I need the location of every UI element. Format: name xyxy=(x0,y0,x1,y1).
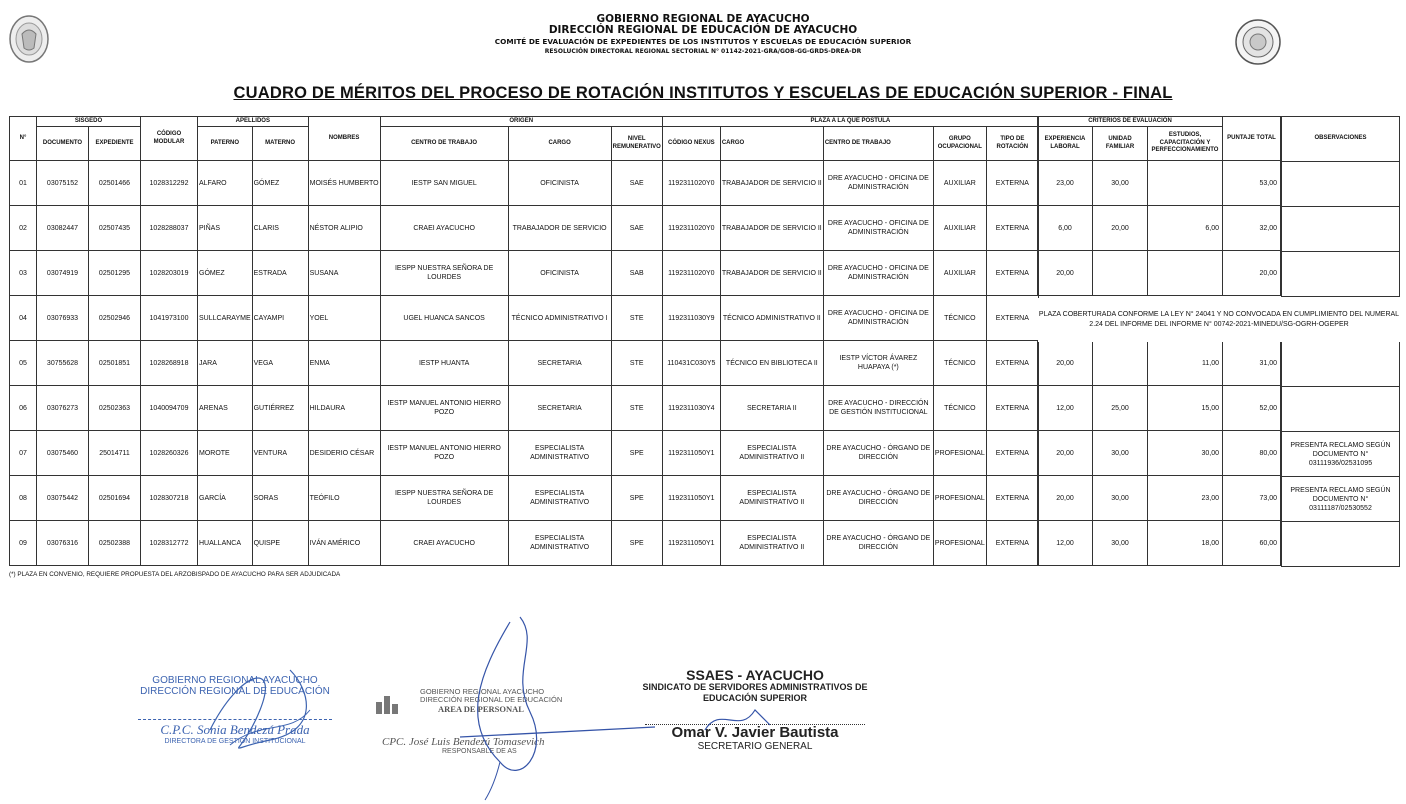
cell-cargo: SECRETARIA xyxy=(508,341,611,386)
cell-plaza-cargo: TRABAJADOR DE SERVICIO II xyxy=(720,206,823,251)
cell-unidad: 30,00 xyxy=(1093,521,1148,566)
table-row xyxy=(10,521,1039,566)
col-plaza-cargo: CARGO xyxy=(720,127,823,161)
cell-plaza-centro: DRE AYACUCHO - OFICINA DE ADMINISTRACIÓN xyxy=(823,296,933,341)
cell-unidad: 30,00 xyxy=(1093,476,1148,521)
col-plaza-centro: CENTRO DE TRABAJO xyxy=(823,127,933,161)
cell-plaza-centro: DRE AYACUCHO - OFICINA DE ADMINISTRACIÓN xyxy=(823,161,933,206)
cell-obs: PRESENTA RECLAMO SEGÚN DOCUMENTO N° 03111936/02531095 xyxy=(1282,432,1400,477)
col-observaciones: OBSERVACIONES xyxy=(1282,117,1400,162)
cell-paterno: SULLCARAYME xyxy=(198,296,253,341)
cell-paterno: GARCÍA xyxy=(198,476,253,521)
cell-centro: IESTP MANUEL ANTONIO HIERRO POZO xyxy=(380,386,508,431)
cell-experiencia: 12,00 xyxy=(1038,386,1093,431)
footnote: (*) PLAZA EN CONVENIO, REQUIERE PROPUESTA DEL ARZOBISPADO DE AYACUCHO PARA SER ADJUDICADA xyxy=(9,571,341,578)
cell-nexus: 1192311050Y1 xyxy=(662,431,720,476)
col-estudios: ESTUDIOS, CAPACITACIÓN Y PERFECCIONAMIENTO xyxy=(1148,127,1223,161)
cell-plaza-cargo: ESPECIALISTA ADMINISTRATIVO II xyxy=(720,476,823,521)
cell-expediente: 02501694 xyxy=(89,476,141,521)
cell-centro: CRAEI AYACUCHO xyxy=(380,521,508,566)
cell-estudios: 18,00 xyxy=(1148,521,1223,566)
cell-materno: GUTIÉRREZ xyxy=(252,386,308,431)
table-row xyxy=(10,386,1039,431)
col-origen: ORIGEN xyxy=(380,117,662,127)
col-cargo: CARGO xyxy=(508,127,611,161)
cell-experiencia: 20,00 xyxy=(1038,341,1093,386)
cell-grupo: AUXILIAR xyxy=(933,161,986,206)
table-row xyxy=(10,296,1039,341)
cell-centro: IESTP SAN MIGUEL xyxy=(380,161,508,206)
cell-tipo: EXTERNA xyxy=(986,521,1038,566)
cell-nivel: STE xyxy=(611,386,662,431)
cell-documento: 03076933 xyxy=(37,296,89,341)
cell-documento: 03076316 xyxy=(37,521,89,566)
cell-nexus: 1192311020Y0 xyxy=(662,251,720,296)
sig2-name: CPC. José Luis Bendezú Tomasevich xyxy=(382,736,545,748)
cell-materno: CAYAMPI xyxy=(252,296,308,341)
cell-estudios xyxy=(1148,161,1223,206)
cell-experiencia: 23,00 xyxy=(1038,161,1093,206)
page-title: CUADRO DE MÉRITOS DEL PROCESO DE ROTACIÓN INSTITUTOS Y ESCUELAS DE EDUCACIÓN SUPERIOR - FINAL xyxy=(233,84,1173,102)
cell-nexus: 1192311050Y1 xyxy=(662,476,720,521)
sig3-name: Omar V. Javier Bautista xyxy=(671,724,839,741)
cell-materno: VENTURA xyxy=(252,431,308,476)
cell-nombres: IVÁN AMÉRICO xyxy=(308,521,380,566)
cell-expediente: 02502388 xyxy=(89,521,141,566)
cell-centro: IESPP NUESTRA SEÑORA DE LOURDES xyxy=(380,476,508,521)
col-nombres: NOMBRES xyxy=(308,117,380,161)
cell-paterno: ALFARO xyxy=(198,161,253,206)
cell-expediente: 02507435 xyxy=(89,206,141,251)
observation-row xyxy=(1282,162,1400,207)
cell-cargo: TÉCNICO ADMINISTRATIVO I xyxy=(508,296,611,341)
sig2-line-2: DIRECCIÓN REGIONAL DE EDUCACIÓN xyxy=(420,695,563,704)
observation-row xyxy=(1282,432,1400,477)
cell-centro: CRAEI AYACUCHO xyxy=(380,206,508,251)
cell-documento: 03075442 xyxy=(37,476,89,521)
cell-grupo: TÉCNICO xyxy=(933,296,986,341)
cell-estudios: 23,00 xyxy=(1148,476,1223,521)
cell-cargo: SECRETARIA xyxy=(508,386,611,431)
cell-grupo: PROFESIONAL xyxy=(933,476,986,521)
cell-codigo: 1041973100 xyxy=(141,296,198,341)
observation-row xyxy=(1282,387,1400,432)
cell-num: 06 xyxy=(10,386,37,431)
cell-plaza-cargo: TÉCNICO EN BIBLIOTECA II xyxy=(720,341,823,386)
col-num: N° xyxy=(10,117,37,161)
cell-tipo: EXTERNA xyxy=(986,476,1038,521)
cell-nivel: SPE xyxy=(611,431,662,476)
sig3-line-1: SSAES - AYACUCHO xyxy=(686,667,824,683)
cell-plaza-centro: DRE AYACUCHO - DIRECCIÓN DE GESTIÓN INSTITUCIONAL xyxy=(823,386,933,431)
cell-cargo: OFICINISTA xyxy=(508,251,611,296)
cell-paterno: PIÑAS xyxy=(198,206,253,251)
cell-num: 05 xyxy=(10,341,37,386)
cell-nivel: SPE xyxy=(611,476,662,521)
cell-plaza-cargo: ESPECIALISTA ADMINISTRATIVO II xyxy=(720,521,823,566)
cell-grupo: AUXILIAR xyxy=(933,206,986,251)
cell-unidad xyxy=(1093,341,1148,386)
sig2-role: RESPONSABLE DE AS xyxy=(442,748,517,755)
cell-obs xyxy=(1282,162,1400,207)
cell-plaza-cargo: TRABAJADOR DE SERVICIO II xyxy=(720,251,823,296)
table-row xyxy=(10,251,1039,296)
cell-tipo: EXTERNA xyxy=(986,296,1038,341)
area-personal-logo-icon xyxy=(372,690,420,716)
cell-experiencia: 20,00 xyxy=(1038,431,1093,476)
cell-plaza-cargo: TÉCNICO ADMINISTRATIVO II xyxy=(720,296,823,341)
document-header xyxy=(0,14,1406,57)
cell-plaza-cargo: TRABAJADOR DE SERVICIO II xyxy=(720,161,823,206)
col-codigo-modular: CÓDIGO MODULAR xyxy=(141,117,198,161)
cell-obs xyxy=(1282,207,1400,252)
cell-obs xyxy=(1282,342,1400,387)
cell-expediente: 02502363 xyxy=(89,386,141,431)
cell-cargo: ESPECIALISTA ADMINISTRATIVO xyxy=(508,476,611,521)
observation-row xyxy=(1282,207,1400,252)
cell-materno: VEGA xyxy=(252,341,308,386)
table-row xyxy=(10,341,1039,386)
cell-nexus: 1192311020Y0 xyxy=(662,161,720,206)
cell-materno: ESTRADA xyxy=(252,251,308,296)
sig2-line-3: AREA DE PERSONAL xyxy=(438,704,524,714)
cell-nombres: ENMA xyxy=(308,341,380,386)
cell-total: 32,00 xyxy=(1223,206,1281,251)
cell-codigo: 1028203019 xyxy=(141,251,198,296)
sig3-line-3: EDUCACIÓN SUPERIOR xyxy=(702,693,807,703)
table-row xyxy=(10,206,1039,251)
observation-row xyxy=(1282,252,1400,297)
cell-centro: UGEL HUANCA SANCOS xyxy=(380,296,508,341)
cell-obs: PRESENTA RECLAMO SEGÚN DOCUMENTO N° 03111187/02530552 xyxy=(1282,477,1400,522)
cell-tipo: EXTERNA xyxy=(986,251,1038,296)
cell-num: 03 xyxy=(10,251,37,296)
cell-tipo: EXTERNA xyxy=(986,431,1038,476)
cell-total: 60,00 xyxy=(1223,521,1281,566)
cell-nexus: 110431C030Y5 xyxy=(662,341,720,386)
cell-total: 20,00 xyxy=(1223,251,1281,296)
cell-centro: IESPP NUESTRA SEÑORA DE LOURDES xyxy=(380,251,508,296)
cell-estudios xyxy=(1148,251,1223,296)
col-nivel: NIVEL REMUNERATIVO xyxy=(611,127,662,161)
cell-num: 09 xyxy=(10,521,37,566)
col-expediente: EXPEDIENTE xyxy=(89,127,141,161)
sig1-line-2: DIRECCIÓN REGIONAL DE EDUCACIÓN xyxy=(140,686,330,697)
cell-codigo: 1028268918 xyxy=(141,341,198,386)
criteria-row xyxy=(1038,431,1281,476)
cell-tipo: EXTERNA xyxy=(986,341,1038,386)
cell-total: 53,00 xyxy=(1223,161,1281,206)
col-puntaje: PUNTAJE TOTAL xyxy=(1223,117,1281,161)
cell-codigo: 1028260326 xyxy=(141,431,198,476)
col-materno: MATERNO xyxy=(252,127,308,161)
cell-cargo: ESPECIALISTA ADMINISTRATIVO xyxy=(508,431,611,476)
cell-num: 08 xyxy=(10,476,37,521)
criteria-row xyxy=(1038,476,1281,521)
cell-experiencia: 12,00 xyxy=(1038,521,1093,566)
cell-cargo: ESPECIALISTA ADMINISTRATIVO xyxy=(508,521,611,566)
cell-obs xyxy=(1282,387,1400,432)
cell-plaza-centro: DRE AYACUCHO - ÓRGANO DE DIRECCIÓN xyxy=(823,431,933,476)
cell-unidad xyxy=(1093,251,1148,296)
cell-total: 80,00 xyxy=(1223,431,1281,476)
cell-documento: 03075152 xyxy=(37,161,89,206)
cell-paterno: MOROTE xyxy=(198,431,253,476)
cell-codigo: 1028288037 xyxy=(141,206,198,251)
cell-grupo: TÉCNICO xyxy=(933,341,986,386)
table-row xyxy=(10,431,1039,476)
cell-nombres: YOEL xyxy=(308,296,380,341)
cell-plaza-cargo: ESPECIALISTA ADMINISTRATIVO II xyxy=(720,431,823,476)
cell-nivel: SPE xyxy=(611,521,662,566)
merit-table xyxy=(9,116,1039,566)
criteria-row xyxy=(1038,386,1281,431)
sig2-line-1: GOBIERNO REGIONAL AYACUCHO xyxy=(420,687,545,696)
cell-documento: 03075460 xyxy=(37,431,89,476)
sig1-line-1: GOBIERNO REGIONAL AYACUCHO xyxy=(152,675,318,686)
cell-nombres: MOISÉS HUMBERTO xyxy=(308,161,380,206)
criteria-row xyxy=(1038,251,1281,296)
cell-plaza-centro: DRE AYACUCHO - OFICINA DE ADMINISTRACIÓN xyxy=(823,251,933,296)
criteria-row xyxy=(1038,206,1281,251)
cell-total: 73,00 xyxy=(1223,476,1281,521)
cell-codigo: 1040094709 xyxy=(141,386,198,431)
cell-expediente: 02501851 xyxy=(89,341,141,386)
cell-unidad: 30,00 xyxy=(1093,431,1148,476)
cell-nexus: 1192311020Y0 xyxy=(662,206,720,251)
col-plaza: PLAZA A LA QUE POSTULA xyxy=(662,117,1038,127)
header-line-3: COMITÉ DE EVALUACIÓN DE EXPEDIENTES DE LOS INSTITUTOS Y ESCUELAS DE EDUCACIÓN SUPERIOR xyxy=(494,37,912,46)
cell-tipo: EXTERNA xyxy=(986,161,1038,206)
cell-centro: IESTP MANUEL ANTONIO HIERRO POZO xyxy=(380,431,508,476)
cell-tipo: EXTERNA xyxy=(986,386,1038,431)
cell-grupo: PROFESIONAL xyxy=(933,431,986,476)
sig1-role: DIRECTORA DE GESTIÓN INSTITUCIONAL xyxy=(164,738,306,745)
table-row xyxy=(10,476,1039,521)
cell-expediente: 25014711 xyxy=(89,431,141,476)
observation-row xyxy=(1282,342,1400,387)
cell-experiencia: 6,00 xyxy=(1038,206,1093,251)
sig1-name: C.P.C. Sonia Bendezú Prada xyxy=(160,722,310,737)
cell-paterno: JARA xyxy=(198,341,253,386)
cell-materno: SORAS xyxy=(252,476,308,521)
cell-nombres: DESIDERIO CÉSAR xyxy=(308,431,380,476)
cell-nexus: 1192311050Y1 xyxy=(662,521,720,566)
cell-tipo: EXTERNA xyxy=(986,206,1038,251)
cell-centro: IESTP HUANTA xyxy=(380,341,508,386)
col-sisgedo: SISGEDO xyxy=(37,117,141,127)
col-centro-trabajo: CENTRO DE TRABAJO xyxy=(380,127,508,161)
cell-materno: QUISPE xyxy=(252,521,308,566)
sig3-role: SECRETARIO GENERAL xyxy=(697,741,813,752)
cell-nivel: SAE xyxy=(611,206,662,251)
cell-materno: CLARIS xyxy=(252,206,308,251)
cell-nombres: NÉSTOR ALIPIO xyxy=(308,206,380,251)
cell-num: 07 xyxy=(10,431,37,476)
cell-codigo: 1028307218 xyxy=(141,476,198,521)
observation-row xyxy=(1282,522,1400,567)
cell-num: 01 xyxy=(10,161,37,206)
cell-nivel: STE xyxy=(611,341,662,386)
cell-plaza-centro: DRE AYACUCHO - ÓRGANO DE DIRECCIÓN xyxy=(823,521,933,566)
cell-obs xyxy=(1282,522,1400,567)
cell-paterno: GÓMEZ xyxy=(198,251,253,296)
cell-expediente: 02501295 xyxy=(89,251,141,296)
header-line-2: DIRECCIÓN REGIONAL DE EDUCACIÓN DE AYACUCHO xyxy=(548,24,858,36)
cell-grupo: PROFESIONAL xyxy=(933,521,986,566)
col-criterios: CRITERIOS DE EVALUACIÓN xyxy=(1038,117,1223,127)
cell-cargo: TRABAJADOR DE SERVICIO xyxy=(508,206,611,251)
criteria-row xyxy=(1038,521,1281,566)
cell-total: 52,00 xyxy=(1223,386,1281,431)
cell-unidad: 30,00 xyxy=(1093,161,1148,206)
cell-plaza-cargo: SECRETARIA II xyxy=(720,386,823,431)
cell-expediente: 02501466 xyxy=(89,161,141,206)
cell-documento: 03082447 xyxy=(37,206,89,251)
cell-unidad: 25,00 xyxy=(1093,386,1148,431)
header-line-1: GOBIERNO REGIONAL DE AYACUCHO xyxy=(596,13,810,25)
cell-estudios: 30,00 xyxy=(1148,431,1223,476)
criteria-row xyxy=(1038,161,1281,206)
cell-obs xyxy=(1282,252,1400,297)
cell-cargo: OFICINISTA xyxy=(508,161,611,206)
cell-plaza-centro: IESTP VÍCTOR ÁVAREZ HUAPAYA (*) xyxy=(823,341,933,386)
cell-grupo: AUXILIAR xyxy=(933,251,986,296)
table-row xyxy=(10,161,1039,206)
cell-total: 31,00 xyxy=(1223,341,1281,386)
observation-row xyxy=(1282,477,1400,522)
col-documento: DOCUMENTO xyxy=(37,127,89,161)
cell-documento: 30755628 xyxy=(37,341,89,386)
cell-estudios: 6,00 xyxy=(1148,206,1223,251)
cell-materno: GÓMEZ xyxy=(252,161,308,206)
cell-estudios: 11,00 xyxy=(1148,341,1223,386)
signature-scribble-1 xyxy=(200,650,320,770)
cell-documento: 03076273 xyxy=(37,386,89,431)
cell-expediente: 02502946 xyxy=(89,296,141,341)
cell-nombres: HILDAURA xyxy=(308,386,380,431)
cell-nivel: STE xyxy=(611,296,662,341)
cell-estudios: 15,00 xyxy=(1148,386,1223,431)
cell-codigo: 1028312772 xyxy=(141,521,198,566)
cell-num: 02 xyxy=(10,206,37,251)
cell-plaza-centro: DRE AYACUCHO - OFICINA DE ADMINISTRACIÓN xyxy=(823,206,933,251)
row-04-note: PLAZA COBERTURADA CONFORME LA LEY N° 24041 Y NO CONVOCADA EN CUMPLIMIENTO DEL NUMERAL 2.24 DEL INFORME DEL INFORME N° 00742-2021-MINEDU/SG-OGRH-OGEPER xyxy=(1038,298,1400,342)
cell-num: 04 xyxy=(10,296,37,341)
cell-experiencia: 20,00 xyxy=(1038,251,1093,296)
cell-experiencia: 20,00 xyxy=(1038,476,1093,521)
cell-nivel: SAB xyxy=(611,251,662,296)
criteria-row xyxy=(1038,341,1281,386)
col-apellidos: APELLIDOS xyxy=(198,117,309,127)
cell-nexus: 1192311030Y9 xyxy=(662,296,720,341)
cell-documento: 03074919 xyxy=(37,251,89,296)
cell-nexus: 1192311030Y4 xyxy=(662,386,720,431)
cell-plaza-centro: DRE AYACUCHO - ÓRGANO DE DIRECCIÓN xyxy=(823,476,933,521)
cell-unidad: 20,00 xyxy=(1093,206,1148,251)
col-codigo-nexus: CÓDIGO NEXUS xyxy=(662,127,720,161)
cell-grupo: TÉCNICO xyxy=(933,386,986,431)
cell-nombres: TEÓFILO xyxy=(308,476,380,521)
col-experiencia: EXPERIENCIA LABORAL xyxy=(1038,127,1093,161)
cell-paterno: ARENAS xyxy=(198,386,253,431)
sig3-line-2: SINDICATO DE SERVIDORES ADMINISTRATIVOS DE xyxy=(642,682,868,692)
signature-scribble-3 xyxy=(700,700,780,740)
cell-codigo: 1028312292 xyxy=(141,161,198,206)
cell-nivel: SAE xyxy=(611,161,662,206)
col-paterno: PATERNO xyxy=(198,127,253,161)
header-line-4: RESOLUCIÓN DIRECTORAL REGIONAL SECTORIAL N° 01142-2021-GRA/GOB-GG-GRDS-DREA-DR xyxy=(544,48,862,55)
cell-paterno: HUALLANCA xyxy=(198,521,253,566)
col-unidad: UNIDAD FAMILIAR xyxy=(1093,127,1148,161)
cell-nombres: SUSANA xyxy=(308,251,380,296)
col-tipo: TIPO DE ROTACIÓN xyxy=(986,127,1038,161)
col-grupo: GRUPO OCUPACIONAL xyxy=(933,127,986,161)
